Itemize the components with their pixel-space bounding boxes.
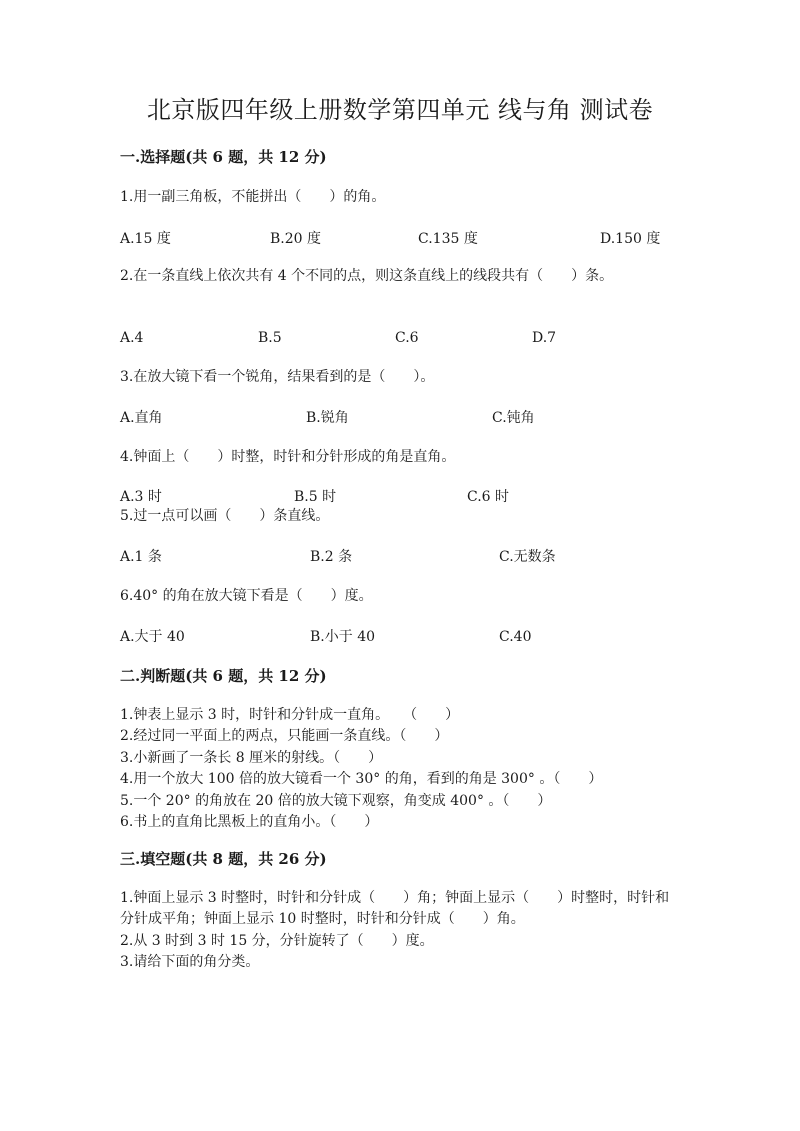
judge-item: 3.小新画了一条长 8 厘米的射线。（ ）	[120, 749, 383, 766]
option-c: C.钝角	[492, 410, 535, 426]
option-c: C.135 度	[418, 231, 478, 247]
option-a: A.3 时	[120, 489, 162, 505]
option-c: C.无数条	[499, 549, 556, 565]
judge-list	[120, 705, 690, 833]
question-options	[120, 486, 700, 508]
option-a: A.4	[120, 330, 144, 346]
option-c: C.6 时	[467, 489, 510, 505]
fill-item: 1.钟面上显示 3 时整时，时针和分针成（ ）角；钟面上显示（ ）时整时，时针和分针成平角；钟面上显示 10 时整时，时针和分针成（ ）角。	[120, 890, 670, 928]
question-options	[120, 407, 700, 429]
option-d: D.150 度	[600, 231, 661, 247]
option-c: C.40	[499, 629, 532, 645]
question-text: 2.在一条直线上依次共有 4 个不同的点，则这条直线上的线段共有（ ）条。	[120, 268, 614, 284]
question-options	[120, 546, 700, 568]
option-a: A.1 条	[120, 549, 162, 565]
question-text: 4.钟面上（ ）时整，时针和分针形成的角是直角。	[120, 449, 456, 465]
option-a: A.直角	[120, 410, 163, 426]
option-b: B.锐角	[306, 410, 349, 426]
fill-item: 2.从 3 时到 3 时 15 分，分针旋转了（ ）度。	[120, 932, 434, 949]
question-text: 1.用一副三角板，不能拼出（ ）的角。	[120, 189, 386, 205]
option-b: B.2 条	[310, 549, 353, 565]
section-heading-judge: 二.判断题(共 6 题，共 12 分)	[120, 667, 327, 685]
option-b: B.小于 40	[310, 629, 376, 645]
section-heading-choice: 一.选择题(共 6 题，共 12 分)	[120, 148, 327, 166]
option-b: B.20 度	[270, 231, 322, 247]
question-text: 3.在放大镜下看一个锐角，结果看到的是（ ）。	[120, 369, 435, 385]
option-b: B.5 时	[294, 489, 337, 505]
judge-item: 5.一个 20° 的角放在 20 倍的放大镜下观察，角变成 400° 。（ ）	[120, 792, 552, 809]
question-options	[120, 228, 700, 250]
question-text: 6.40° 的角在放大镜下看是（ ）度。	[120, 588, 373, 604]
option-b: B.5	[258, 330, 282, 346]
fill-list	[120, 888, 680, 974]
page-title: 北京版四年级上册数学第四单元 线与角 测试卷	[146, 96, 654, 124]
section-heading-fill: 三.填空题(共 8 题，共 26 分)	[120, 850, 327, 868]
judge-item: 1.钟表上显示 3 时，时针和分针成一直角。 （ ）	[120, 707, 460, 723]
question-options	[120, 626, 700, 648]
question-text: 5.过一点可以画（ ）条直线。	[120, 508, 330, 524]
option-d: D.7	[532, 330, 557, 346]
option-c: C.6	[395, 330, 419, 346]
option-a: A.大于 40	[120, 629, 185, 645]
option-a: A.15 度	[120, 231, 171, 247]
judge-item: 6.书上的直角比黑板上的直角小。（ ）	[120, 814, 379, 831]
judge-item: 4.用一个放大 100 倍的放大镜看一个 30° 的角，看到的角是 300° 。（ ）	[120, 771, 603, 788]
fill-item: 3.请给下面的角分类。	[120, 954, 260, 971]
question-options	[120, 327, 700, 349]
judge-item: 2.经过同一平面上的两点，只能画一条直线。（ ）	[120, 728, 449, 745]
